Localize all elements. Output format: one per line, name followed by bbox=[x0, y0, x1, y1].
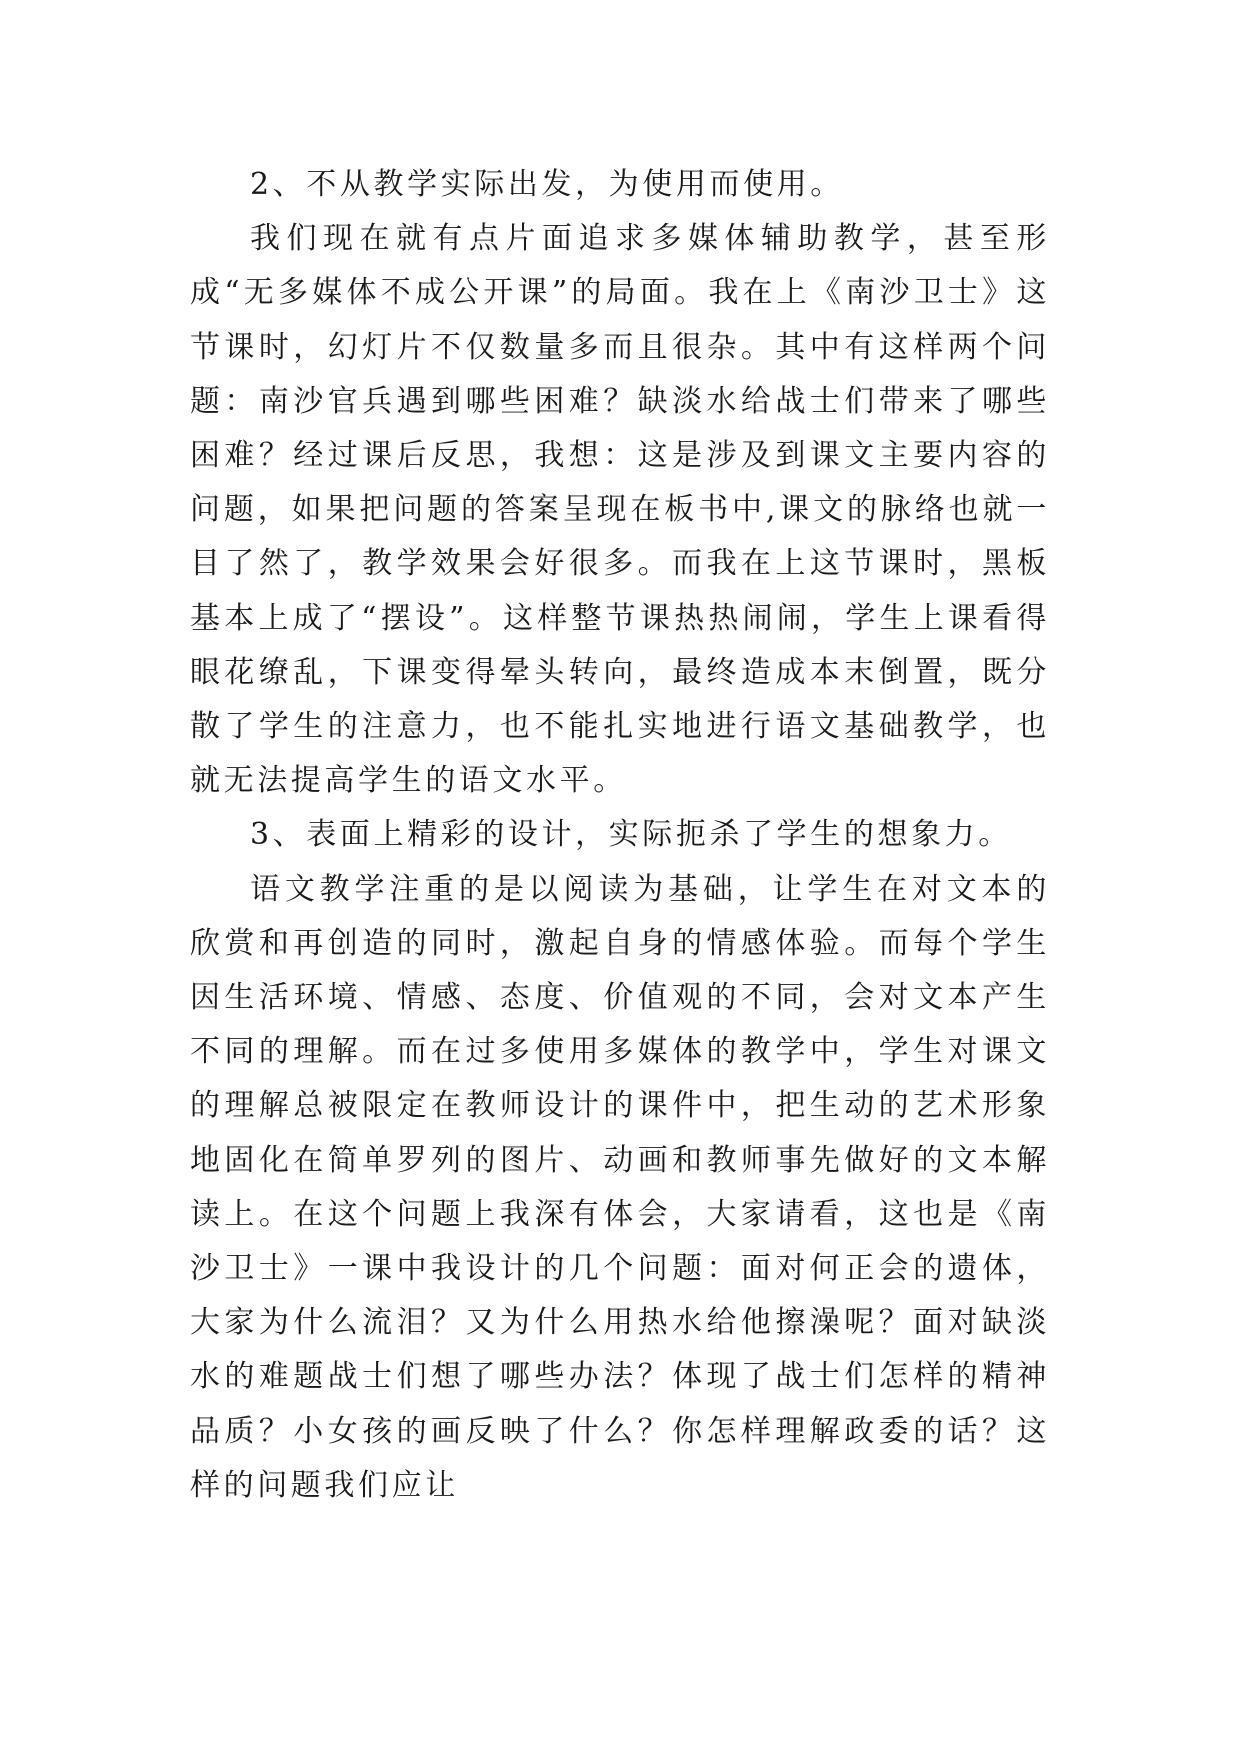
paragraph-heading-3: 3、表面上精彩的设计，实际扼杀了学生的想象力。 bbox=[250, 817, 1012, 853]
paragraph-body-2: 语文教学注重的是以阅读为基础，让学生在对文本的欣赏和再创造的同时，激起自身的情感体验。而每个学生因生活环境、情感、态度、价值观的不同，会对文本产生不同的理解。而在过多使用多媒体的教学中，学生对课文的理解总被限定在教师设计的课件中，把生动的艺术形象地固化在简单罗列的图片、动画和教师事先做好的文本解读上。在这个问题上我深有体会，大家请看，这也是《南沙卫士》一课中我设计的几个问题：面对何正会的遗体，大家为什么流泪？又为什么用热水给他擦澡呢？面对缺淡水的难题战士们想了哪些办法？体现了战士们怎样的精神品质？小女孩的画反映了什么？你怎样理解政委的话？这样的问题我们应让 bbox=[190, 871, 1050, 1503]
body-text bbox=[190, 158, 1050, 1513]
paragraph-body-1: 我们现在就有点片面追求多媒体辅助教学，甚至形成“无多媒体不成公开课”的局面。我在上《南沙卫士》这节课时，幻灯片不仅数量多而且很杂。其中有这样两个问题：南沙官兵遇到哪些困难？缺淡水给战士们带来了哪些困难？经过课后反思，我想：这是涉及到课文主要内容的问题，如果把问题的答案呈现在板书中,课文的脉络也就一目了然了，教学效果会好很多。而我在上这节课时，黑板基本上成了“摆设”。这样整节课热热闹闹，学生上课看得眼花缭乱，下课变得晕头转向，最终造成本末倒置，既分散了学生的注意力，也不能扎实地进行语文基础教学，也就无法提高学生的语文水平。 bbox=[190, 221, 1050, 799]
paragraph-heading-2: 2、不从教学实际出发，为使用而使用。 bbox=[250, 167, 844, 202]
